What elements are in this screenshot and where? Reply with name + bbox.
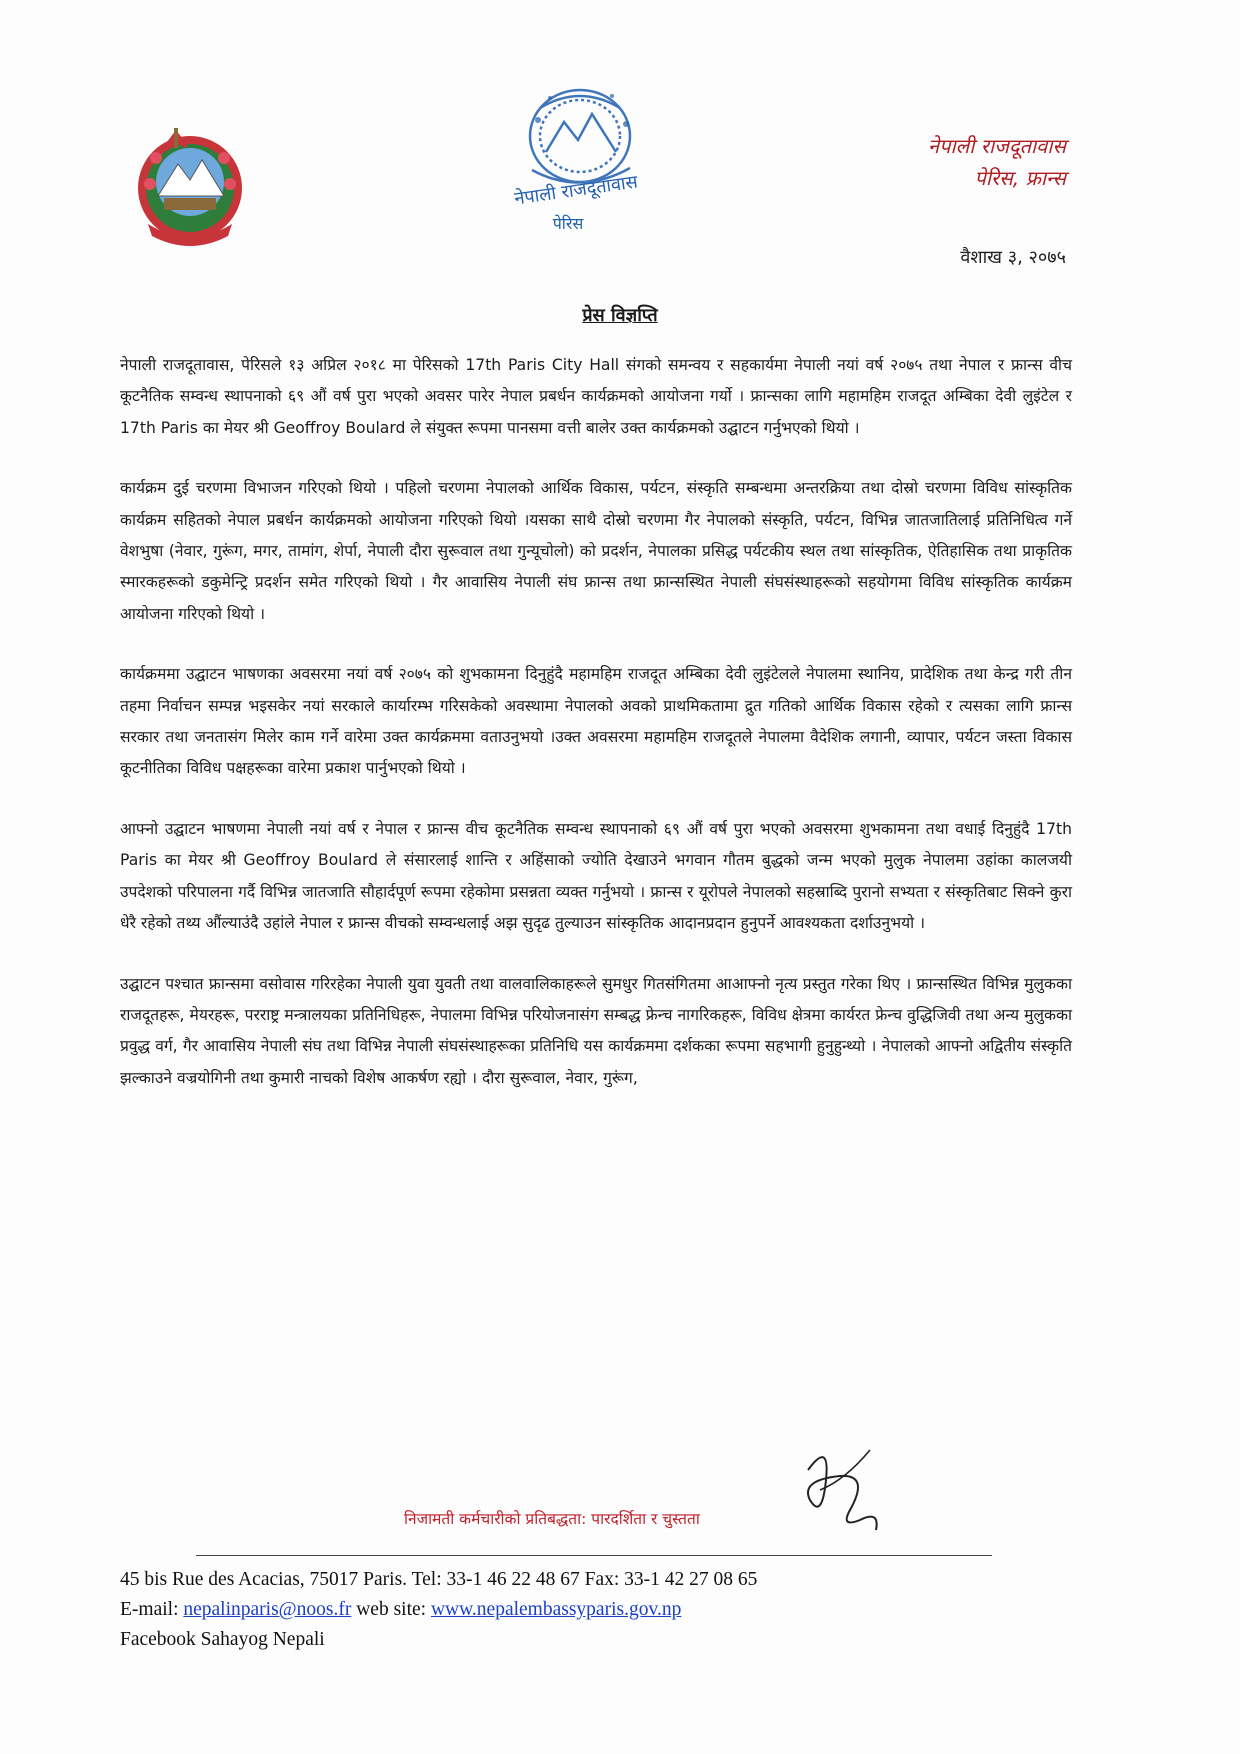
org-name: नेपाली राजदूतावास: [928, 134, 1066, 158]
email-web-line: [120, 1595, 757, 1625]
letter-date: वैशाख ३, २०७५: [960, 247, 1066, 268]
nepal-emblem-icon: [128, 124, 252, 248]
press-release-title: [0, 303, 1240, 327]
website-link[interactable]: www.nepalembassyparis.gov.np: [430, 1599, 682, 1620]
title-text: प्रेस विज्ञप्ति: [582, 305, 658, 326]
seal-text-embassy: नेपाली राजदूतावास: [513, 171, 640, 210]
footer-divider: [196, 1555, 992, 1556]
paragraph-1: नेपाली राजदूतावास, पेरिसले १३ अप्रिल २०१८ मा पेरिसको 17th Paris City Hall संगको समन्वय र सहकार्यमा नेपाली नयां वर्ष २०७५ तथा नेपाल र फ्रान्स वीच कूटनैतिक सम्वन्ध स्थापनाको ६९ औं वर्ष पुरा भएको अवसर पारेर नेपाल प्रबर्धन कार्यक्रमको आयोजना गर्यो । फ्रान्सका लागि महामहिम राजदूत अम्बिका देवी लुइंटेल र 17th Paris का मेयर श्री Geoffroy Boulard ले संयुक्त रूपमा पानसमा वत्ती बालेर उक्त कार्यक्रमको उद्घाटन गर्नुभएको थियो ।: [120, 356, 1072, 437]
seal-text-paris: पेरिस: [552, 214, 584, 233]
signature-icon: [790, 1440, 890, 1540]
address-line: 45 bis Rue des Acacias, 75017 Paris. Tel: 33-1 46 22 48 67 Fax: 33-1 42 27 08 65: [120, 1569, 758, 1590]
footer-contact: [120, 1565, 757, 1655]
body-text: [120, 350, 1072, 1123]
web-label: web site:: [356, 1599, 427, 1620]
org-location: पेरिस, फ्रान्स: [974, 166, 1066, 190]
org-block: [928, 130, 1066, 194]
email-link[interactable]: nepalinparis@noos.fr: [183, 1599, 352, 1620]
email-label: E-mail:: [120, 1599, 179, 1620]
paragraph-5: उद्घाटन पश्चात फ्रान्समा वसोवास गरिरहेका नेपाली युवा युवती तथा वालवालिकाहरूले सुमधुर गितसंगितमा आआफ्नो नृत्य प्रस्तुत गरेका थिए । फ्रान्सस्थित विभिन्न मुलुकका राजदूतहरू, मेयरहरू, परराष्ट्र मन्त्रालयका प्रतिनिधिहरू, नेपालमा विभिन्न परियोजनासंग सम्बद्ध फ्रेन्च नागरिकहरू, विविध क्षेत्रमा कार्यरत फ्रेन्च वुद्धिजिवी तथा अन्य मुलुकका प्रवुद्ध वर्ग, गैर आवासिय नेपाली संघ तथा विभिन्न नेपाली संघसंस्थाहरूका प्रतिनिधि यस कार्यक्रममा दर्शकका रूपमा सहभागी हुनुहुन्थ्यो । नेपालको आफ्नो अद्वितीय संस्कृति झल्काउने वज्रयोगिनी तथा कुमारी नाचको विशेष आकर्षण रह्यो । दौरा सुरूवाल, नेवार, गुरूंग,: [120, 974, 1072, 1087]
paragraph-3: कार्यक्रममा उद्घाटन भाषणका अवसरमा नयां वर्ष २०७५ को शुभकामना दिनुहुंदै महामहिम राजदूत अम्बिका देवी लुइंटेलले नेपालमा स्थानिय, प्रादेशिक तथा केन्द्र गरी तीन तहमा निर्वाचन सम्पन्न भइसकेर नयां सरकाले कार्यारम्भ गरिसकेको अवस्थामा नेपालको अवको प्राथमिकतामा द्रुत गतिको आर्थिक विकास रहेको र त्यसका लागि फ्रान्स सरकार तथा जनतासंग मिलेर काम गर्ने वारेमा उक्त कार्यक्रममा वताउनुभयो ।उक्त अवसरमा महामहिम राजदूतले नेपालमा वैदेशिक लगानी, व्यापार, पर्यटन जस्ता विकास कूटनीतिका विविध पक्षहरूका वारेमा प्रकाश पार्नुभएको थियो ।: [120, 665, 1072, 778]
paragraph-2: कार्यक्रम दुई चरणमा विभाजन गरिएको थियो । पहिलो चरणमा नेपालको आर्थिक विकास, पर्यटन, संस्कृति सम्बन्धमा अन्तरक्रिया तथा दोस्रो चरणमा विविध सांस्कृतिक कार्यक्रम सहितको नेपाल प्रबर्धन कार्यक्रमको आयोजना गरिएको थियो ।यसका साथै दोस्रो चरणमा गैर नेपालको संस्कृति, पर्यटन, विभिन्न जातजातिलाई प्रतिनिधित्व गर्ने वेशभुषा (नेवार, गुरूंग, मगर, तामांग, शेर्पा, नेपाली दौरा सुरूवाल तथा गुन्यूचोलो) को प्रदर्शन, नेपालका प्रसिद्ध पर्यटकीय स्थल तथा सांस्कृतिक, ऐतिहासिक तथा प्राकृतिक स्मारकहरूको डकुमेन्ट्रि प्रदर्शन समेत गरिएको थियो । गैर आवासिय नेपाली संघ फ्रान्स तथा फ्रान्सस्थित नेपाली संघसंस्थाहरूको सहयोगमा विविध सांस्कृतिक कार्यक्रम आयोजना गरिएको थियो ।: [120, 479, 1072, 623]
facebook-line: Facebook Sahayog Nepali: [120, 1629, 325, 1650]
motto: निजामती कर्मचारीको प्रतिबद्धता: पारदर्शिता र चुस्तता: [404, 1510, 700, 1528]
paragraph-4: आफ्नो उद्घाटन भाषणमा नेपाली नयां वर्ष र नेपाल र फ्रान्स वीच कूटनैतिक सम्वन्ध स्थापनाको ६९ औं वर्ष पुरा भएको अवसरमा शुभकामना तथा वधाई दिनुहुंदै 17th Paris का मेयर श्री Geoffroy Boulard ले संसारलाई शान्ति र अहिंसाको ज्योति देखाउने भगवान गौतम बुद्धको जन्म भएको मुलुक नेपालमा उहांका कालजयी उपदेशको परिपालना गर्दै विभिन्न जातजाति सौहार्दपूर्ण रूपमा रहेकोमा प्रसन्नता व्यक्त गर्नुभयो । फ्रान्स र यूरोपले नेपालको सहस्राब्दि पुरानो सभ्यता र संस्कृतिबाट सिक्ने कुरा धेरै रहेको तथ्य औंल्याउंदै उहांले नेपाल र फ्रान्स वीचको सम्वन्धलाई अझ सुदृढ तुल्याउन सांस्कृतिक आदानप्रदान हुनुपर्ने आवश्यकता दर्शाउनुभयो ।: [120, 819, 1072, 933]
